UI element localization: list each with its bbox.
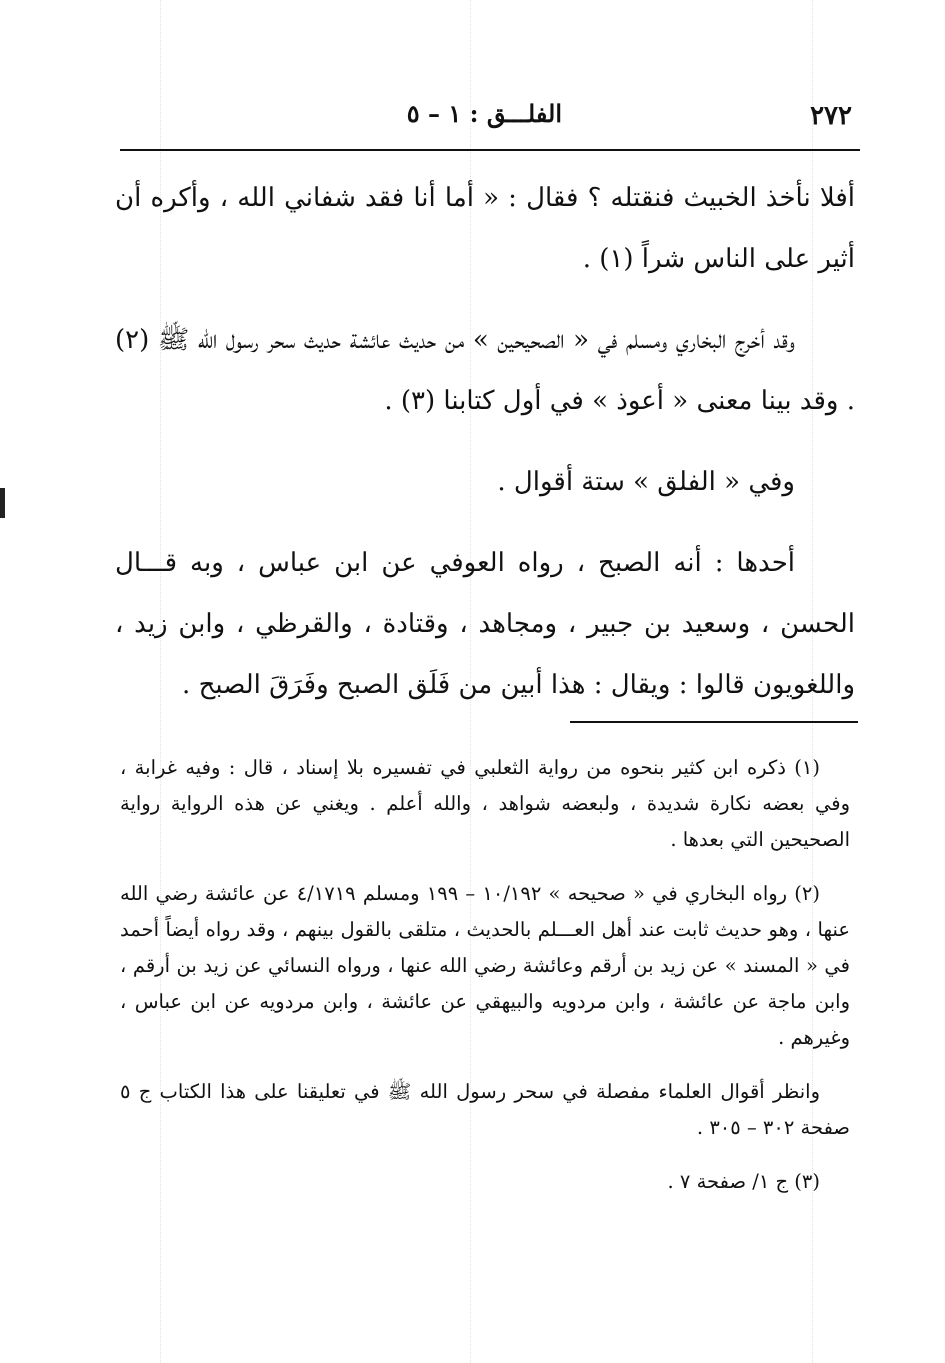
- footnote-2-continued: وانظر أقوال العلماء مفصلة في سحر رسول الله ﷺ في تعليقنا على هذا الكتاب ج ٥ صفحة ٣٠٢ – ٣٠٥ .: [120, 1080, 850, 1139]
- footnote-rule: [570, 721, 858, 723]
- page-number: ٢٧٢: [810, 101, 852, 131]
- page-header: [120, 95, 852, 135]
- footnote-1: (١) ذكره ابن كثير بنحوه من رواية الثعلبي في تفسيره بلا إسناد ، قال : وفيه غرابة ، وفي بعضه نكارة شديدة ، ولبعضه شواهد ، والله أعلم . ويغني عن هذه الرواية رواية الصحيحين التي بعدها .: [120, 756, 850, 851]
- footnotes: [120, 750, 850, 1200]
- scan-edge-mark: [0, 488, 5, 518]
- footnote-2: (٢) رواه البخاري في « صحيحه » ١٠/١٩٢ – ١٩٩ ومسلم ٤/١٧١٩ عن عائشة رضي الله عنها ، وهو حديث ثابت عند أهل العـــلم بالحديث ، متلقى بالقول بينهم ، وقد رواه أيضاً أحمد في « المسند » عن زيد بن أرقم وعائشة رضي الله عنها ، ورواه النسائي عن زيد بن أرقم ، وابن ماجة عن عائشة ، وابن مردويه والبيهقي عن عائشة ، وابن مردويه عن ابن عباس ، وغيرهم .: [120, 882, 850, 1049]
- body-paragraph: أفلا نأخذ الخبيث فنقتله ؟ فقال : « أما أنا فقد شفاني الله ، وأكره أن أثير على الناس شراً (١) .: [115, 183, 855, 274]
- footnote-3: (٣) ج ١/ صفحة ٧ .: [667, 1170, 820, 1193]
- body-paragraph: وفي « الفلق » ستة أقوال .: [497, 467, 795, 497]
- running-title: الفلـــق : ١ – ٥: [406, 99, 562, 128]
- header-rule: [120, 149, 860, 151]
- main-text: [115, 168, 855, 716]
- body-paragraph: أحدها : أنه الصبح ، رواه العوفي عن ابن عباس ، وبه قـــال الحسن ، وسعيد بن جبير ، ومجاهد ، وقتادة ، والقرظي ، وابن زيد ، واللغويون قالوا : ويقال : هذا أبين من فَلَق الصبح وفَرَقَ الصبح .: [115, 548, 855, 700]
- body-paragraph: وقد أخرج البخاري ومسلم في « الصحيحين » من حديث عائشة حديث سحر رسول الله ﷺ (٢) . وقد بينا معنى « أعوذ » في أول كتابنا (٣) .: [115, 325, 855, 416]
